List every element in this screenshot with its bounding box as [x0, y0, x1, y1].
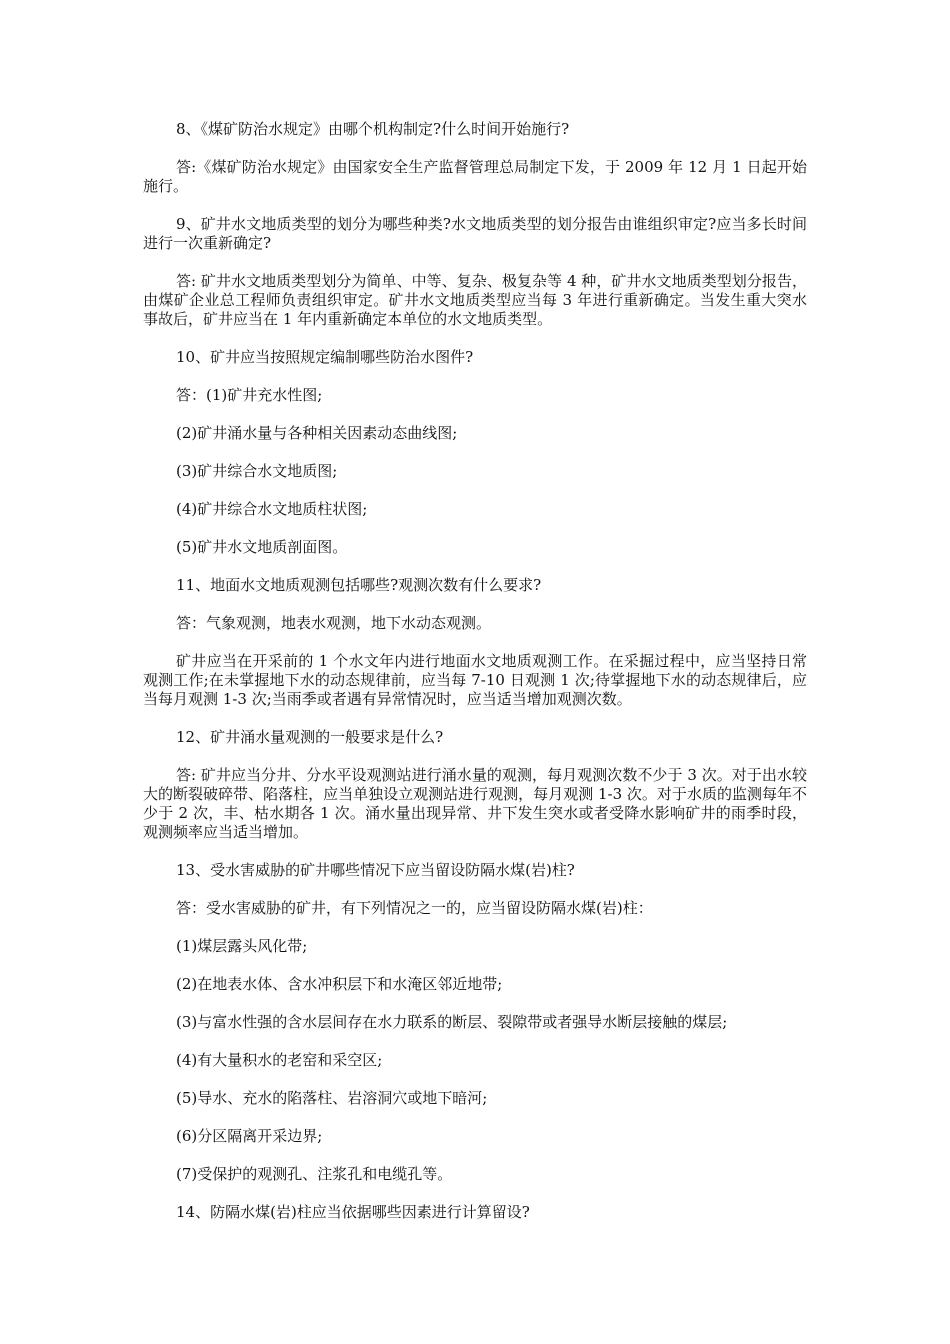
- answer-11: 答：气象观测，地表水观测，地下水动态观测。: [176, 614, 492, 632]
- answer-9: 答: 矿井水文地质类型划分为简单、中等、复杂、极复杂等 4 种，矿井水文地质类型划分报告，由煤矿企业总工程师负责组织审定。矿井水文地质类型应当每 3 年进行重新确定。当发生重大突水事故后，矿井应当在 1 年内重新确定本单位的水文地质类型。: [143, 272, 807, 328]
- answer-13-item-6: (6)分区隔离开采边界;: [176, 1127, 323, 1145]
- answer-12: 答: 矿井应当分井、分水平设观测站进行涌水量的观测，每月观测次数不少于 3 次。对于出水较大的断裂破碎带、陷落柱，应当单独设立观测站进行观测，每月观测 1-3 次。对于水质的监测每年不少于 2 次，丰、枯水期各 1 次。涌水量出现异常、井下发生突水或者受降水影响矿井的雨季时段，观测频率应当适当增加。: [143, 766, 807, 841]
- answer-10-item-1: 答：(1)矿井充水性图;: [176, 386, 323, 404]
- document-page: [143, 120, 807, 1241]
- answer-10-item-2: (2)矿井涌水量与各种相关因素动态曲线图;: [176, 424, 458, 442]
- question-11: 11、地面水文地质观测包括哪些?观测次数有什么要求?: [176, 576, 542, 594]
- answer-13-item-4: (4)有大量积水的老窑和采空区;: [176, 1051, 383, 1069]
- answer-13-item-3: (3)与富水性强的含水层间存在水力联系的断层、裂隙带或者强导水断层接触的煤层;: [176, 1013, 728, 1031]
- answer-13: 答：受水害威胁的矿井，有下列情况之一的，应当留设防隔水煤(岩)柱：: [176, 899, 653, 917]
- question-12: 12、矿井涌水量观测的一般要求是什么?: [176, 728, 444, 746]
- answer-13-item-5: (5)导水、充水的陷落柱、岩溶洞穴或地下暗河;: [176, 1089, 488, 1107]
- question-10: 10、矿井应当按照规定编制哪些防治水图件?: [176, 348, 474, 366]
- answer-10-item-4: (4)矿井综合水文地质柱状图;: [176, 500, 368, 518]
- answer-8: 答:《煤矿防治水规定》由国家安全生产监督管理总局制定下发，于 2009 年 12 月 1 日起开始施行。: [143, 158, 807, 195]
- answer-13-item-2: (2)在地表水体、含水冲积层下和水淹区邻近地带;: [176, 975, 503, 993]
- answer-13-item-7: (7)受保护的观测孔、注浆孔和电缆孔等。: [176, 1165, 453, 1183]
- answer-10-item-5: (5)矿井水文地质剖面图。: [176, 538, 348, 556]
- answer-11-detail: 矿井应当在开采前的 1 个水文年内进行地面水文地质观测工作。在采掘过程中，应当坚持日常观测工作;在未掌握地下水的动态规律前，应当每 7-10 日观测 1 次;待掌握地下水的动态规律后，应当每月观测 1-3 次;当雨季或者遇有异常情况时，应当适当增加观测次数。: [143, 652, 807, 708]
- answer-13-item-1: (1)煤层露头风化带;: [176, 937, 308, 955]
- question-8: 8、《煤矿防治水规定》由哪个机构制定?什么时间开始施行?: [176, 120, 570, 138]
- question-9: 9、矿井水文地质类型的划分为哪些种类?水文地质类型的划分报告由谁组织审定?应当多长时间进行一次重新确定?: [143, 215, 807, 252]
- question-13: 13、受水害威胁的矿井哪些情况下应当留设防隔水煤(岩)柱?: [176, 861, 575, 879]
- answer-10-item-3: (3)矿井综合水文地质图;: [176, 462, 338, 480]
- question-14: 14、防隔水煤(岩)柱应当依据哪些因素进行计算留设?: [176, 1203, 530, 1221]
